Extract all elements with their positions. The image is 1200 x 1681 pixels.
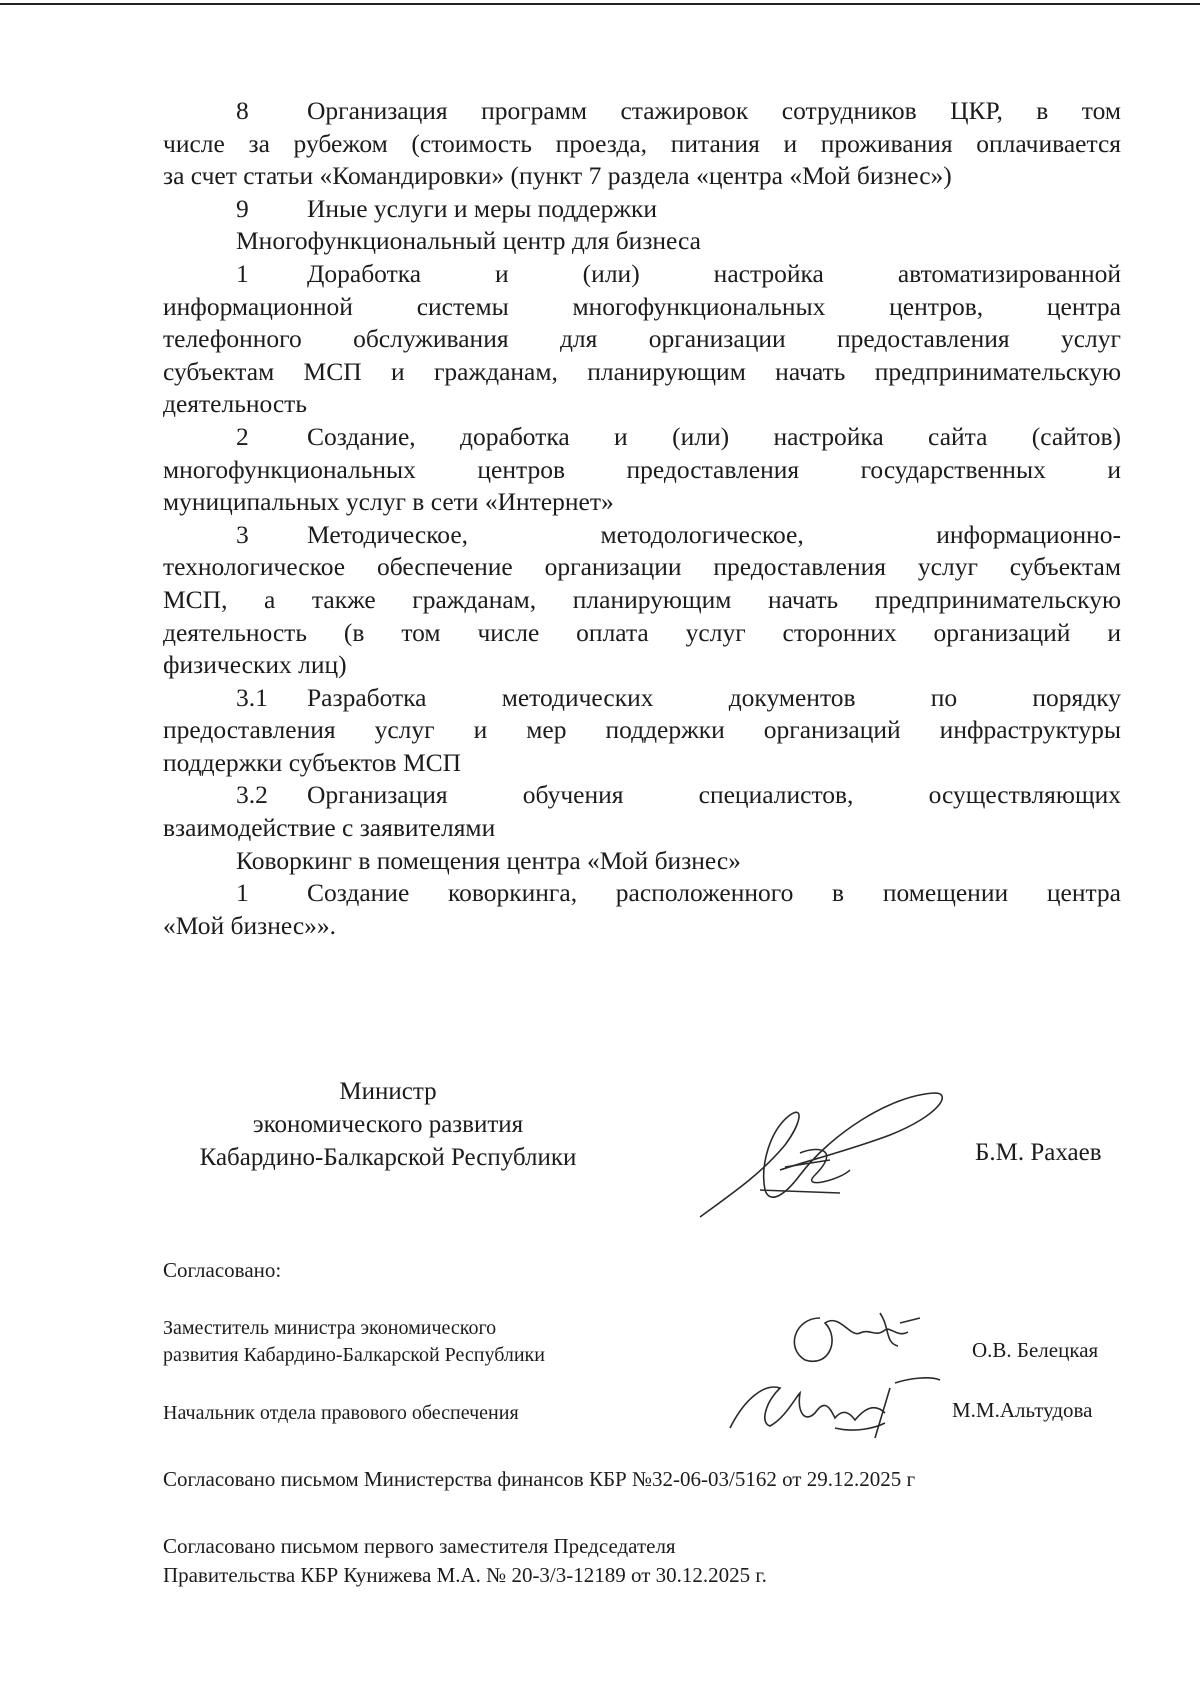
minister-name: Б.М. Рахаев [975,1139,1102,1166]
item-text: Создание, доработка и (или) настройка сайта (сайтов) [307,421,1121,451]
item-line: предоставления услуг и мер поддержки организаций инфраструктуры [163,715,1121,745]
item-line [163,421,1121,454]
item-line: деятельность [163,389,307,419]
item-text: Организация обучения специалистов, осуществляющих [307,780,1121,810]
item-line [163,193,1121,226]
item-text: Разработка методических документов по порядку [307,682,1121,712]
item-mfc-1 [163,258,1121,421]
item-text: Доработка и (или) настройка автоматизированной [307,258,1121,288]
item-line: телефонного обслуживания для организации предоставления услуг [163,324,1121,354]
item-9-other [163,193,1121,226]
item-mfc-3-2 [163,779,1121,844]
item-text: Создание коворкинга, расположенного в помещении центра [307,878,1121,908]
item-line: МСП, а также гражданам, планирующим начать предпринимательскую [163,584,1121,614]
item-number: 3.1 [236,682,268,712]
item-line: деятельность (в том числе оплата услуг сторонних организаций и [163,617,1121,647]
minister-title-line: экономического развития [252,1111,524,1138]
legal-head-title: Начальник отдела правового обеспечения [163,1402,519,1424]
agreed-label: Согласовано: [163,1258,282,1282]
item-text: Иные услуги и меры поддержки [307,193,657,223]
minister-title-line: Кабардино-Балкарской Республики [199,1144,577,1171]
item-line: числе за рубежом (стоимость проезда, питания и проживания оплачивается [163,128,1121,158]
section-heading: Коворкинг в помещения центра «Мой бизнес» [236,845,741,875]
item-number: 1 [236,258,249,288]
item-line: «Мой бизнес»». [163,910,337,940]
item-line [163,779,1121,812]
item-line: информационной системы многофункциональных центров, центра [163,291,1121,321]
section-heading-coworking [163,845,1121,878]
item-line: за счет статьи «Командировки» (пункт 7 раздела «центра «Мой бизнес») [163,161,952,191]
item-text: Методическое, методологическое, информационно- [307,519,1121,549]
page-top-border [0,3,1200,5]
minfin-approval-note: Согласовано письмом Министерства финансов КБР №32-06-03/5162 от 29.12.2025 г [163,1467,916,1491]
document-body [163,95,1121,942]
section-heading: Многофункциональный центр для бизнеса [236,226,701,256]
minister-title-line: Министр [339,1078,437,1105]
deputy-title [163,1315,545,1369]
item-number: 3 [236,519,249,549]
deputy-signature [780,1308,930,1368]
item-8-internships [163,95,1121,193]
item-line [163,95,1121,128]
item-mfc-2 [163,421,1121,519]
item-line [163,258,1121,291]
item-number: 9 [236,193,249,223]
item-number: 3.2 [236,780,268,810]
item-line [163,682,1121,715]
minister-title [163,1075,613,1174]
approval-note-line: Согласовано письмом первого заместителя Председателя [163,1534,676,1558]
item-line: технологическое обеспечение организации предоставления услуг субъектам [163,552,1121,582]
item-text: Организация программ стажировок сотрудников ЦКР, в том [307,96,1121,125]
item-coworking-1 [163,877,1121,942]
deputy-title-line: Заместитель министра экономического [163,1317,497,1339]
item-line [163,519,1121,552]
item-line: взаимодействие с заявителями [163,813,496,843]
item-line [163,877,1121,910]
item-number: 2 [236,421,249,451]
item-line: физических лиц) [163,650,347,680]
deputy-title-line: развития Кабардино-Балкарской Республики [163,1344,545,1366]
item-number: 1 [236,878,249,908]
item-mfc-3 [163,519,1121,682]
item-line: поддержки субъектов МСП [163,747,462,777]
item-line: многофункциональных центров предоставления государственных и [163,454,1121,484]
item-line: субъектам МСП и гражданам, планирующим начать предпринимательскую [163,356,1121,386]
legal-head-name: М.М.Альтудова [952,1398,1093,1422]
section-heading-mfc [163,225,1121,258]
legal-head-signature [725,1368,945,1458]
minister-signature [690,1075,950,1225]
first-deputy-approval-note [163,1532,767,1590]
deputy-name: О.В. Белецкая [972,1338,1099,1362]
approval-note-line: Правительства КБР Кунижева М.А. № 20-3/3-12189 от 30.12.2025 г. [163,1563,767,1587]
item-number: 8 [236,96,249,125]
item-mfc-3-1 [163,682,1121,780]
item-line: муниципальных услуг в сети «Интернет» [163,487,614,517]
